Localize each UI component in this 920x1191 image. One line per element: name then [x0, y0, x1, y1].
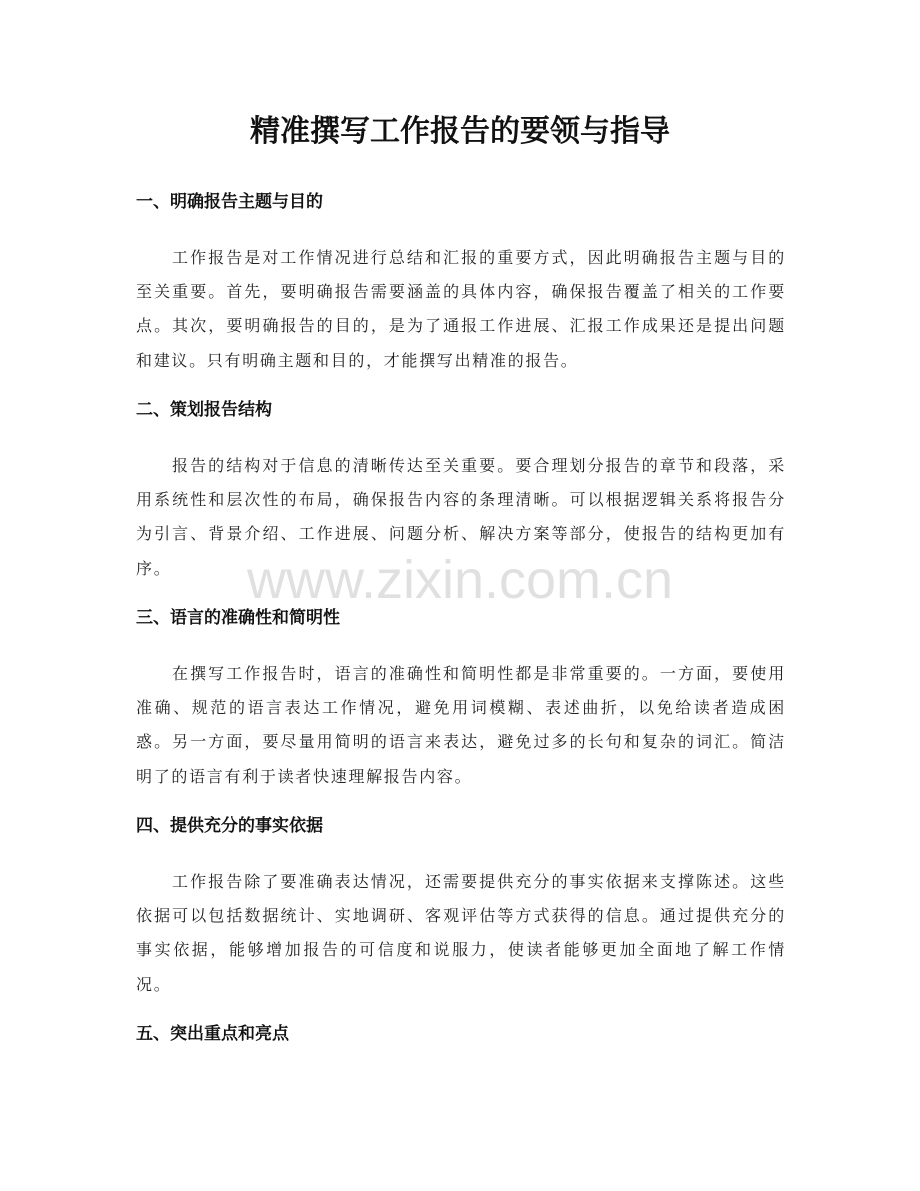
section-2: [136, 397, 786, 586]
section-4: [136, 813, 786, 1002]
section-heading: 二、策划报告结构: [136, 400, 272, 420]
section-paragraph: 工作报告除了要准确表达情况，还需要提供充分的事实依据来支撑陈述。这些依据可以包括数据统计、实地调研、客观评估等方式获得的信息。通过提供充分的事实依据，能够增加报告的可信度和说服力，使读者能够更加全面地了解工作情况。: [136, 872, 786, 994]
section-paragraph: 报告的结构对于信息的清晰传达至关重要。要合理划分报告的章节和段落，采用系统性和层次性的布局，确保报告内容的条理清晰。可以根据逻辑关系将报告分为引言、背景介绍、工作进展、问题分析、解决方案等部分，使报告的结构更加有序。: [136, 456, 786, 578]
section-paragraph: 工作报告是对工作情况进行总结和汇报的重要方式，因此明确报告主题与目的至关重要。首先，要明确报告需要涵盖的具体内容，确保报告覆盖了相关的工作要点。其次，要明确报告的目的，是为了通报工作进展、汇报工作成果还是提出问题和建议。只有明确主题和目的，才能撰写出精准的报告。: [136, 248, 786, 370]
section-5: [136, 1021, 786, 1047]
section-heading: 四、提供充分的事实依据: [136, 816, 323, 836]
section-1: [136, 189, 786, 378]
section-heading: 五、突出重点和亮点: [136, 1024, 289, 1044]
section-3: [136, 605, 786, 794]
section-paragraph: 在撰写工作报告时，语言的准确性和简明性都是非常重要的。一方面，要使用准确、规范的语言表达工作情况，避免用词模糊、表述曲折，以免给读者造成困惑。另一方面，要尽量用简明的语言来表达，避免过多的长句和复杂的词汇。简洁明了的语言有利于读者快速理解报告内容。: [136, 664, 786, 786]
watermark: www.zixin.com.cn: [246, 550, 674, 610]
section-heading: 一、明确报告主题与目的: [136, 192, 323, 212]
section-heading: 三、语言的准确性和简明性: [136, 608, 340, 628]
document-title: 精准撰写工作报告的要领与指导: [250, 114, 670, 149]
